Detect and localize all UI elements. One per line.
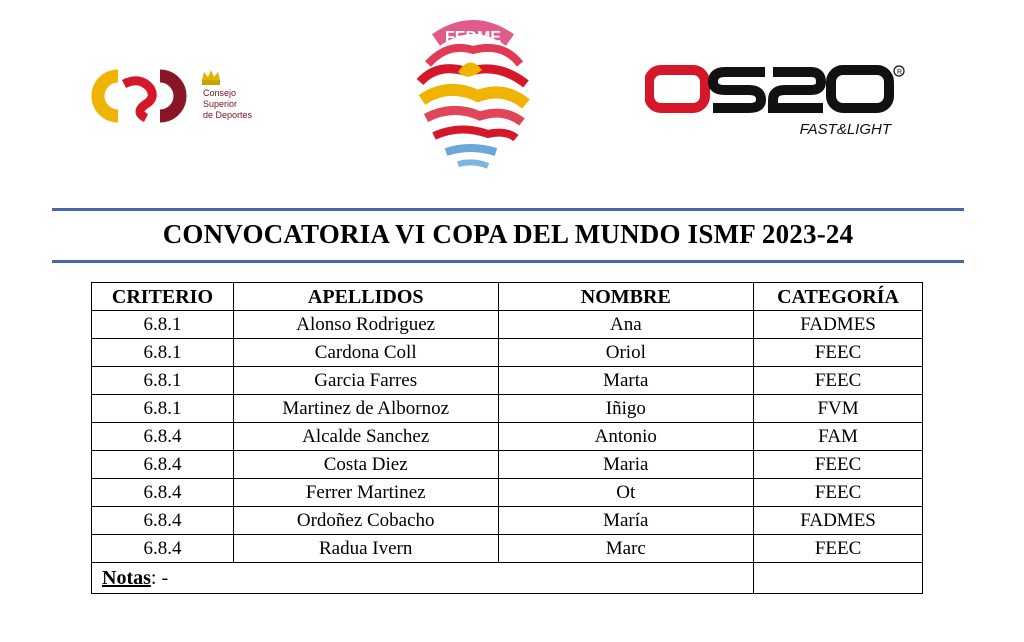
page-title: CONVOCATORIA VI COPA DEL MUNDO ISMF 2023-24 xyxy=(162,219,854,249)
cell-categoria: FADMES xyxy=(754,311,923,339)
oszo-tagline: FAST&LIGHT xyxy=(799,121,891,138)
cell-criterio: 6.8.1 xyxy=(92,367,234,395)
cell-criterio: 6.8.4 xyxy=(92,451,234,479)
cell-criterio: 6.8.4 xyxy=(92,535,234,563)
cell-categoria: FEEC xyxy=(754,339,923,367)
table-row xyxy=(92,423,923,451)
csd-text xyxy=(203,88,252,121)
oszo-wordmark-icon xyxy=(645,60,915,142)
cell-apellidos: Alonso Rodriguez xyxy=(233,311,498,339)
cell-apellidos: Alcalde Sanchez xyxy=(233,423,498,451)
cell-criterio: 6.8.1 xyxy=(92,311,234,339)
cell-nombre: Marc xyxy=(498,535,754,563)
table-row xyxy=(92,367,923,395)
cell-criterio: 6.8.4 xyxy=(92,479,234,507)
cell-nombre: María xyxy=(498,507,754,535)
fedme-wordmark: FEDME xyxy=(445,29,501,46)
cell-criterio: 6.8.4 xyxy=(92,423,234,451)
csd-line: Consejo xyxy=(203,88,237,98)
cell-nombre: Ana xyxy=(498,311,754,339)
table-header-row xyxy=(92,283,923,311)
table-row xyxy=(92,507,923,535)
crown-icon xyxy=(198,68,224,88)
fedme-logo xyxy=(408,12,538,172)
cell-apellidos: Cardona Coll xyxy=(233,339,498,367)
table-row xyxy=(92,395,923,423)
cell-criterio: 6.8.1 xyxy=(92,395,234,423)
roster-table xyxy=(91,282,923,594)
cell-apellidos: Ferrer Martinez xyxy=(233,479,498,507)
cell-nombre: Iñigo xyxy=(498,395,754,423)
header-criterio: CRITERIO xyxy=(92,283,234,311)
table-row xyxy=(92,535,923,563)
table-row xyxy=(92,311,923,339)
cell-categoria: FEEC xyxy=(754,479,923,507)
cell-categoria: FEEC xyxy=(754,535,923,563)
csd-line: Superior xyxy=(203,99,238,109)
table-row xyxy=(92,479,923,507)
notes-value: : - xyxy=(150,567,169,589)
cell-categoria: FEEC xyxy=(754,367,923,395)
cell-nombre: Marta xyxy=(498,367,754,395)
table-row xyxy=(92,451,923,479)
cell-apellidos: Radua Ivern xyxy=(233,535,498,563)
csd-line: de Deportes xyxy=(203,110,253,120)
cell-apellidos: Garcia Farres xyxy=(233,367,498,395)
cell-apellidos: Ordoñez Cobacho xyxy=(233,507,498,535)
cell-nombre: Oriol xyxy=(498,339,754,367)
fedme-fingerprint-icon xyxy=(408,12,538,172)
header-apellidos: APELLIDOS xyxy=(233,283,498,311)
cell-categoria: FVM xyxy=(754,395,923,423)
cell-nombre: Ot xyxy=(498,479,754,507)
oszo-logo xyxy=(645,60,915,142)
svg-text:R: R xyxy=(897,69,903,76)
cell-criterio: 6.8.4 xyxy=(92,507,234,535)
bottom-rule xyxy=(52,260,964,263)
csd-emblem-icon xyxy=(90,68,200,126)
cell-criterio: 6.8.1 xyxy=(92,339,234,367)
notes-label: Notas xyxy=(102,567,151,589)
notes-cell xyxy=(92,563,754,594)
cell-categoria: FAM xyxy=(754,423,923,451)
notes-row xyxy=(92,563,923,594)
cell-nombre: Maria xyxy=(498,451,754,479)
cell-apellidos: Martinez de Albornoz xyxy=(233,395,498,423)
cell-categoria: FADMES xyxy=(754,507,923,535)
top-rule xyxy=(52,208,964,211)
notes-empty-cell xyxy=(754,563,923,594)
header-nombre: NOMBRE xyxy=(498,283,754,311)
cell-nombre: Antonio xyxy=(498,423,754,451)
csd-logo xyxy=(90,68,270,126)
header-categoria: CATEGORÍA xyxy=(754,283,923,311)
cell-categoria: FEEC xyxy=(754,451,923,479)
table-row xyxy=(92,339,923,367)
cell-apellidos: Costa Diez xyxy=(233,451,498,479)
